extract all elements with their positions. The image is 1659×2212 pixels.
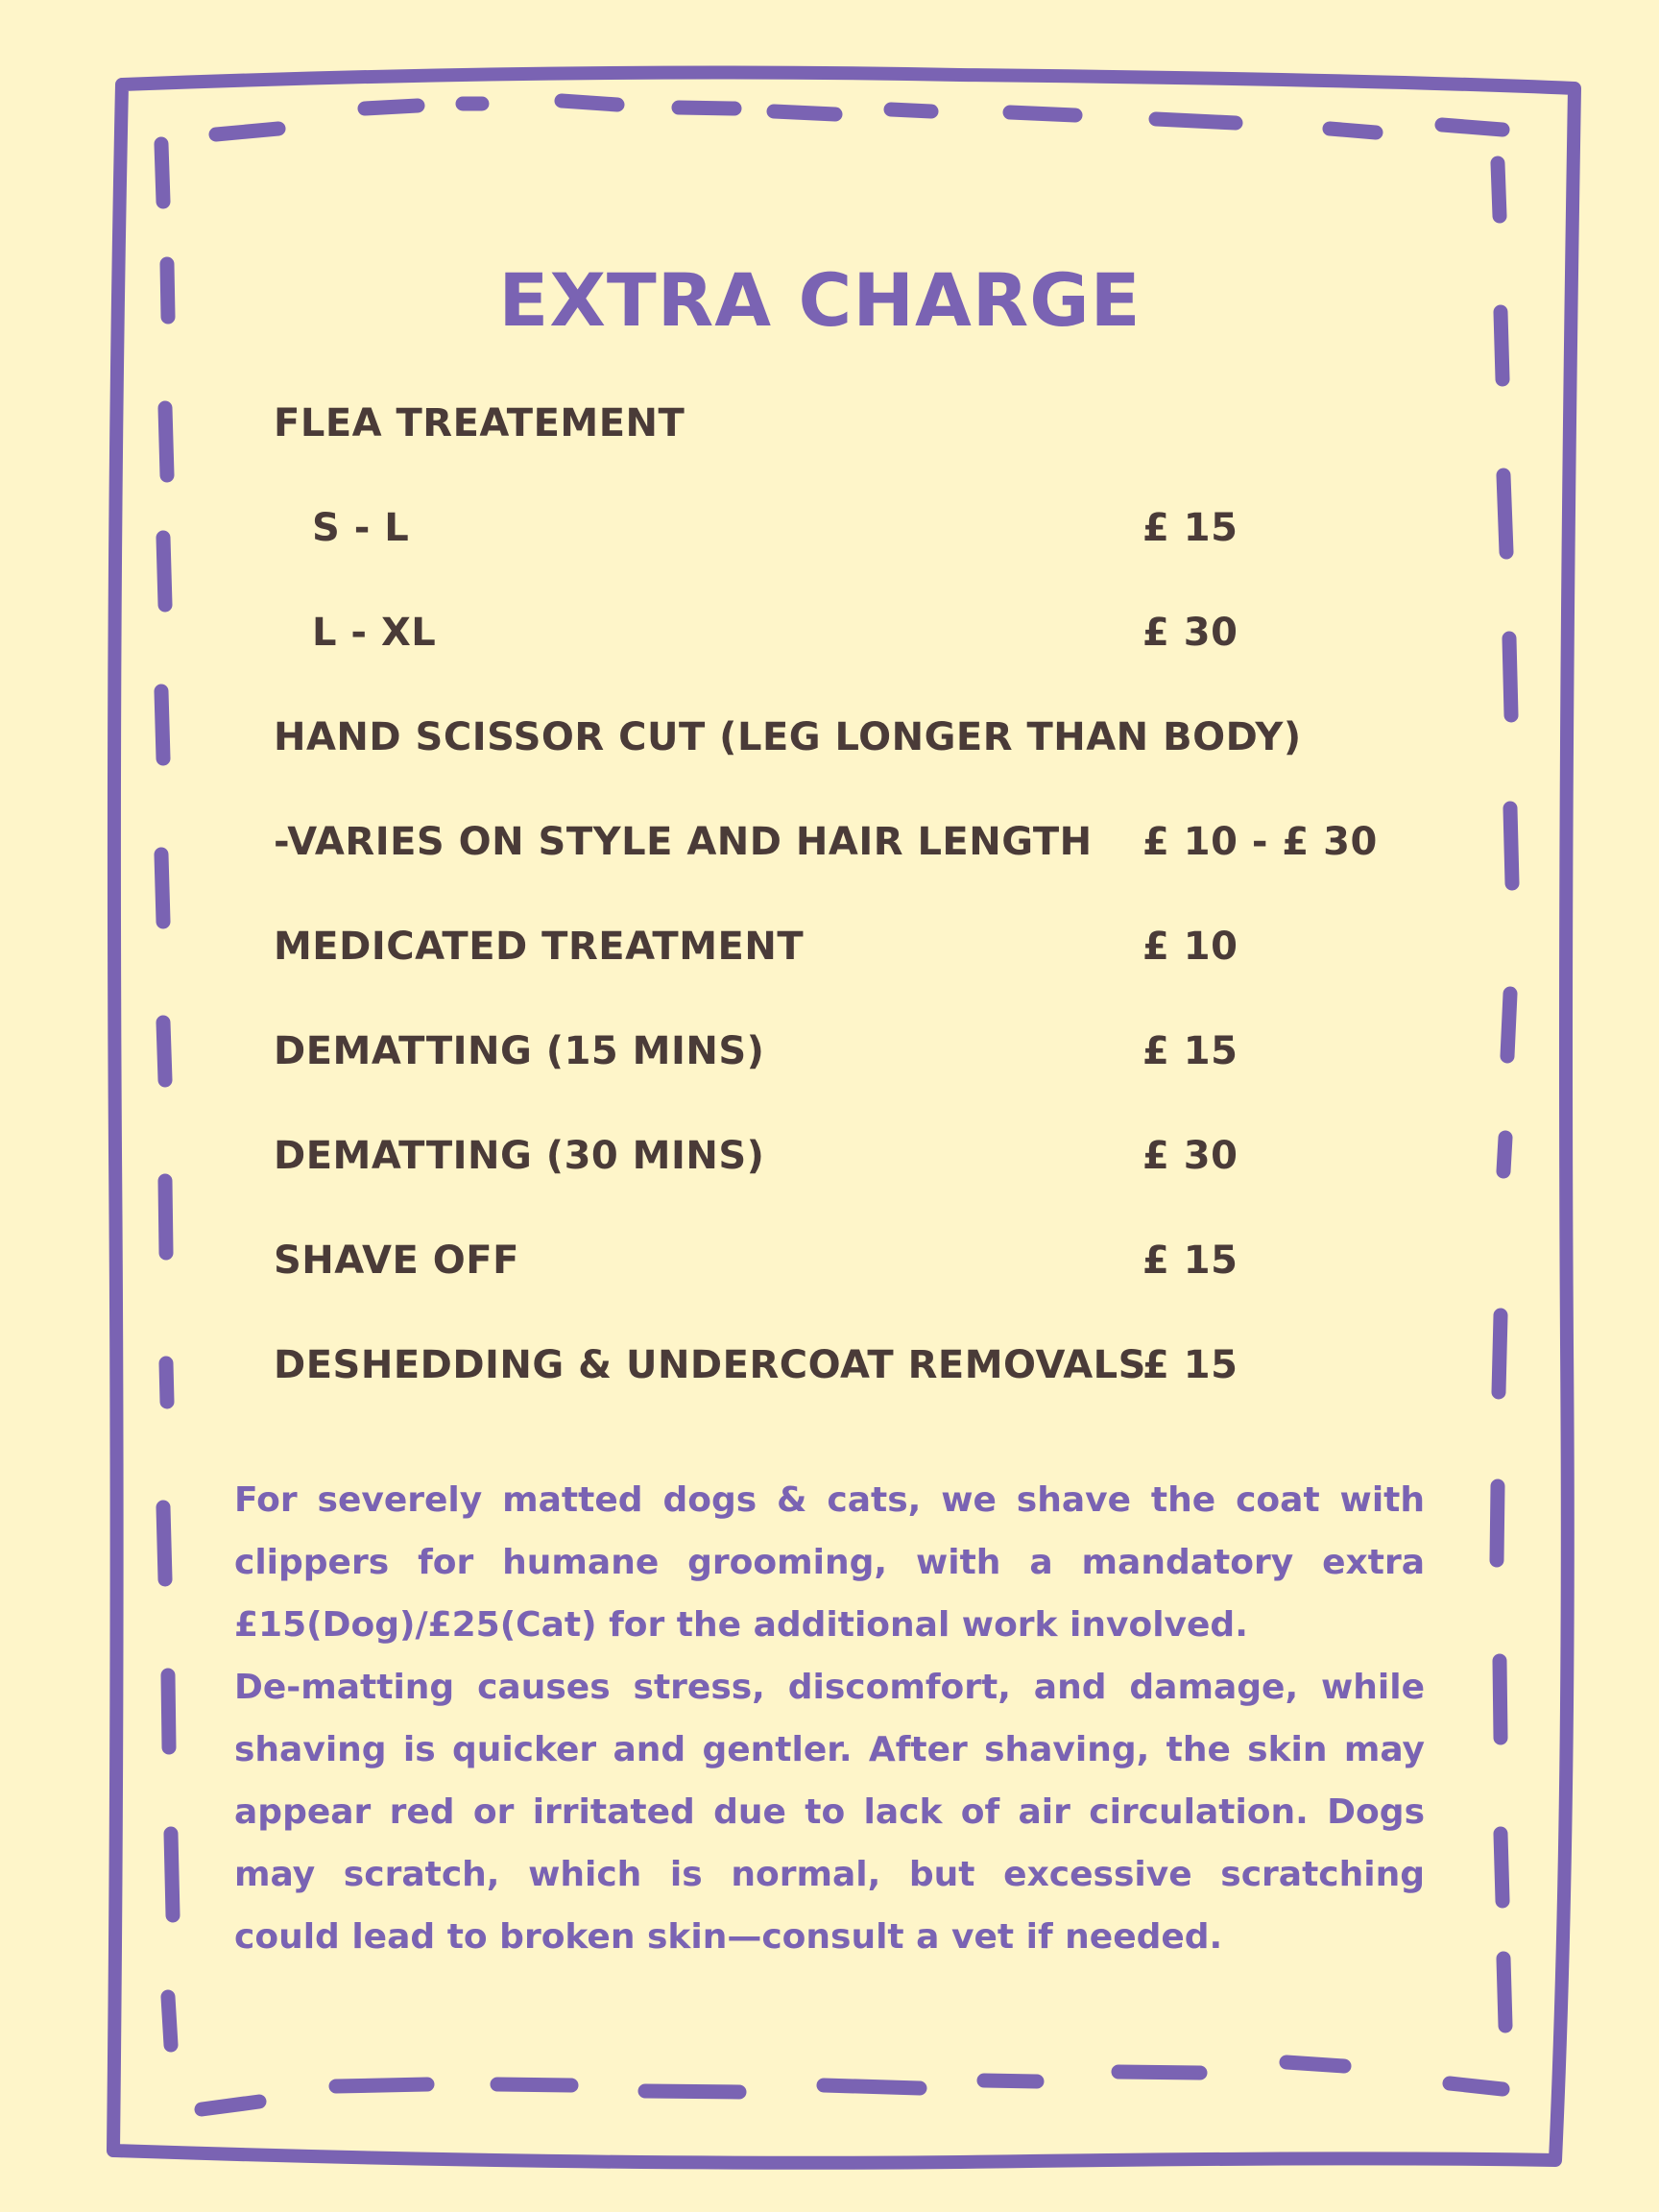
item-label: L - XL	[312, 611, 437, 655]
item-price: £ 30	[1142, 1134, 1238, 1178]
item-label: FLEA TREATEMENT	[274, 401, 685, 445]
item-price: £ 10	[1142, 925, 1238, 969]
price-row	[274, 925, 1407, 992]
item-price: £ 15	[1142, 1343, 1238, 1387]
matting-policy-note	[234, 1469, 1425, 1968]
price-row	[274, 715, 1407, 782]
price-row	[274, 820, 1407, 887]
page-title: EXTRA CHARGE	[498, 257, 1142, 343]
note-paragraph: For severely matted dogs & cats, we shave the coat with clippers for humane grooming, with a mandatory extra £15(Dog)/£25(Cat) for the additional work involved.	[234, 1480, 1425, 1645]
item-price: £ 30	[1142, 611, 1238, 655]
item-label: MEDICATED TREATMENT	[274, 925, 805, 969]
item-label: S - L	[312, 506, 410, 550]
item-label: SHAVE OFF	[274, 1238, 519, 1283]
item-price: £ 15	[1142, 1029, 1238, 1073]
price-row	[274, 506, 1407, 573]
price-row	[274, 1343, 1407, 1410]
price-row	[274, 401, 1407, 469]
item-label: HAND SCISSOR CUT (LEG LONGER THAN BODY)	[274, 715, 1302, 759]
item-price: £ 10 - £ 30	[1142, 820, 1378, 864]
item-price: £ 15	[1142, 506, 1238, 550]
price-row	[274, 1238, 1407, 1306]
price-row	[274, 1029, 1407, 1096]
item-price: £ 15	[1142, 1238, 1238, 1283]
price-row	[274, 611, 1407, 678]
item-label: DESHEDDING & UNDERCOAT REMOVALS	[274, 1343, 1146, 1387]
price-row	[274, 1134, 1407, 1201]
item-label: -VARIES ON STYLE AND HAIR LENGTH	[274, 820, 1093, 864]
note-paragraph: De-matting causes stress, discomfort, and damage, while shaving is quicker and gentler. After shaving, the skin may appear red or irritated due to lack of air circulation. Dogs may scratch, which is normal, but excessive scratching could lead to broken skin—consult a vet if needed.	[234, 1668, 1425, 1957]
item-label: DEMATTING (15 MINS)	[274, 1029, 765, 1073]
item-label: DEMATTING (30 MINS)	[274, 1134, 765, 1178]
